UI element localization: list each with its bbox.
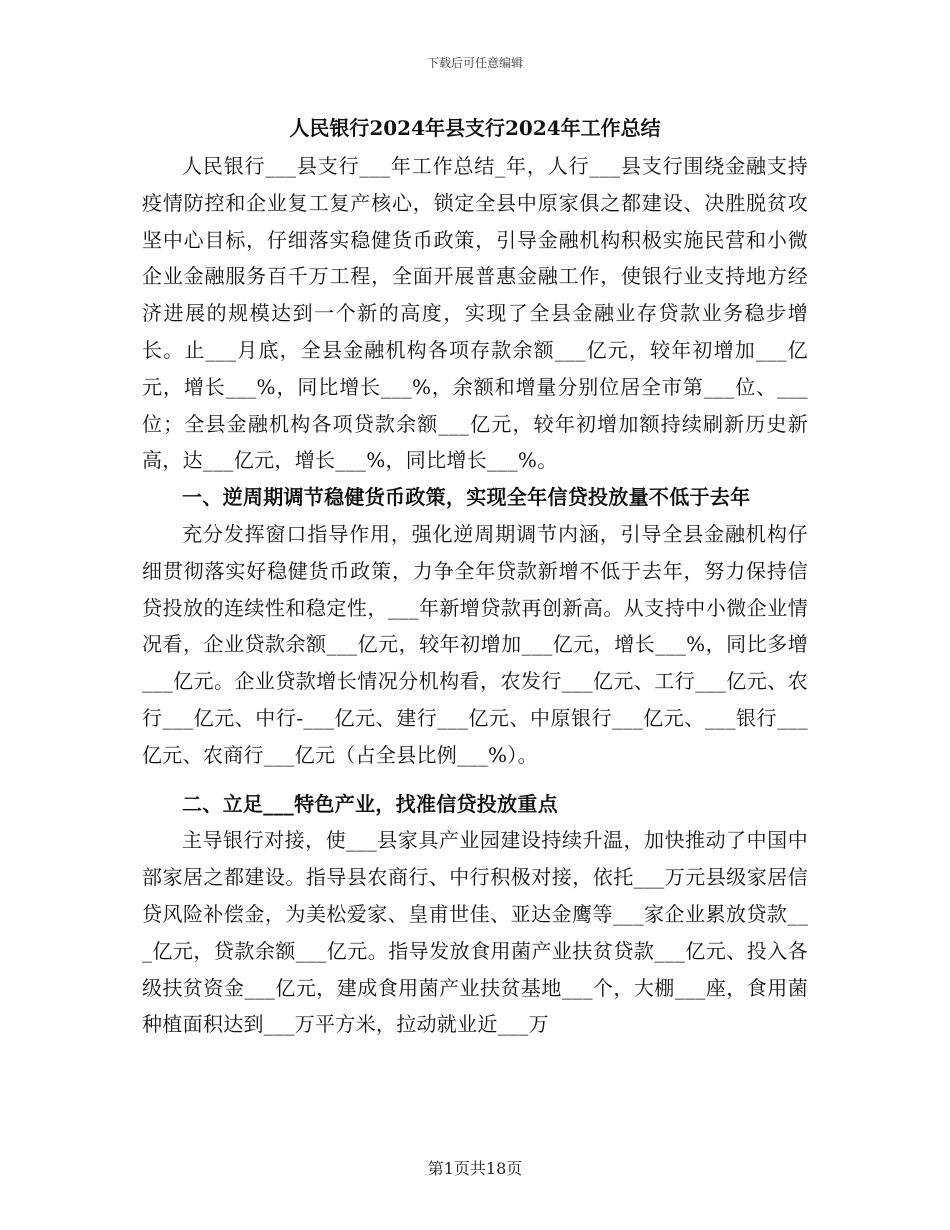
section-heading-2: 二、立足___特色产业，找准信贷投放重点 [182, 791, 558, 816]
spacer [142, 774, 808, 786]
paragraph-section-1: 充分发挥窗口指导作用，强化逆周期调节内涵，引导全县金融机构仔细贯彻落实好稳健货币政策，力争全年贷款新增不低于去年，努力保持信贷投放的连续性和稳定性，___年新增贷款再创新高。从支持中小微企业情况看，企业贷款余额___亿元，较年初增加___亿元，增长___%，同比多增___亿元。企业贷款增长情况分机构看，农发行___亿元、工行___亿元、农行___亿元、中行-___亿元、建行___亿元、中原银行___亿元、___银行___亿元、农商行___亿元（占全县比例___%）。 [142, 521, 808, 767]
section-heading-1: 一、逆周期调节稳健货币政策，实现全年信贷投放量不低于去年 [182, 485, 751, 510]
page-header-note: 下载后可任意编辑 [426, 56, 523, 70]
document-title: 人民银行2024年县支行2024年工作总结 [289, 116, 661, 140]
document-body [142, 108, 808, 1043]
paragraph-intro: 人民银行___县支行___年工作总结_年，人行___县支行围绕金融支持疫情防控和企业复工复产核心，锁定全县中原家俱之都建设、决胜脱贫攻坚中心目标，仔细落实稳健货币政策，引导金融机构积极实施民营和小微企业金融服务百千万工程，全面开展普惠金融工作，使银行业支持地方经济进展的规模达到一个新的高度，实现了全县金融业存贷款业务稳步增长。止___月底，全县金融机构各项存款余额___亿元，较年初增加___亿元，增长___%，同比增长___%，余额和增量分别位居全市第___位、___位；全县金融机构各项贷款余额___亿元，较年初增加额持续刷新历史新高，达___亿元，增长___%，同比增长___%。 [142, 154, 808, 473]
page-footer: 第1页共18页 [427, 1159, 523, 1178]
paragraph-section-2: 主导银行对接，使___县家具产业园建设持续升温，加快推动了中国中部家居之都建设。指导县农商行、中行积极对接，依托___万元县级家居信贷风险补偿金，为美松爱家、皇甫世佳、亚达金鹰等___家企业累放贷款___亿元，贷款余额___亿元。指导发放食用菌产业扶贫贷款___亿元、投入各级扶贫资金___亿元，建成食用菌产业扶贫基地___个，大棚___座，食用菌种植面积达到___万平方米，拉动就业近___万 [142, 828, 808, 1037]
